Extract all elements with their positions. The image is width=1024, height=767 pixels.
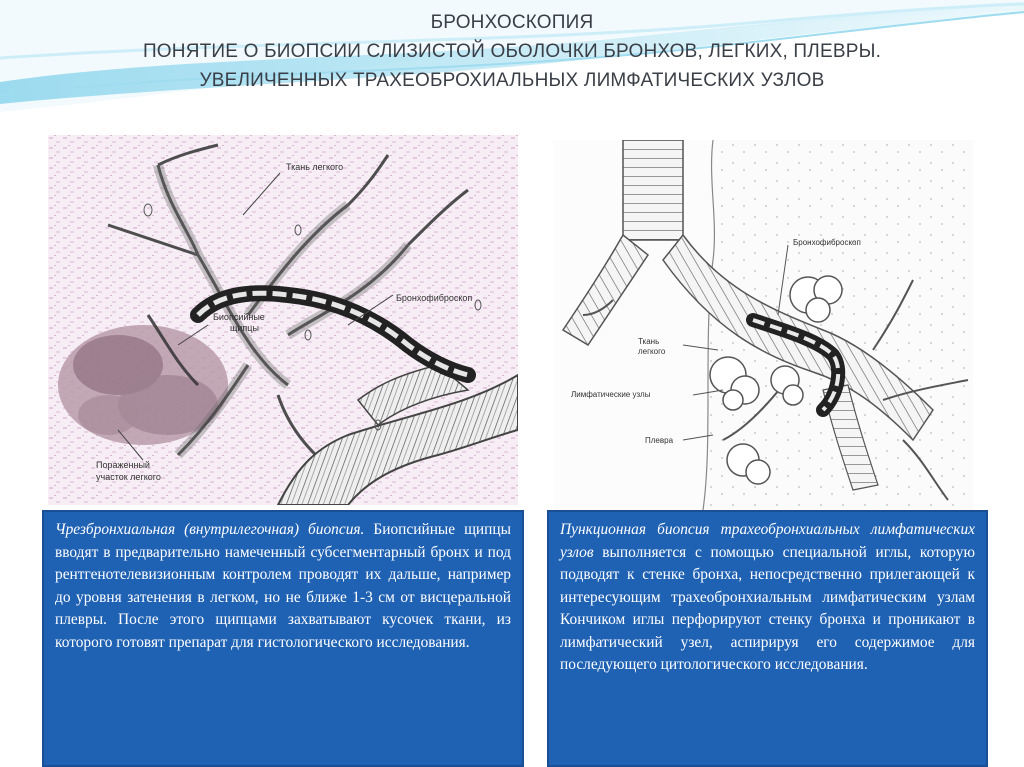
title-line-3: УВЕЛИЧЕННЫХ ТРАХЕОБРОХИАЛЬНЫХ ЛИМФАТИЧЕСКИХ УЗЛОВ xyxy=(199,70,825,91)
right-text-body: выполняется с помощью специальной иглы, которую подводят к стенке бронха, непосредственно прилегающей к интересующим трахеобронхиальным лимфатическим узлам Кончиком иглы перфорируют стенку бронха и проникают в лимфатический узел, аспирируя его содержимое для последующего цитологического исследования. xyxy=(560,543,975,673)
title-line-2: ПОНЯТИЕ О БИОПСИИ СЛИЗИСТОЙ ОБОЛОЧКИ БРОНХОВ, ЛЕГКИХ, ПЛЕВРЫ. xyxy=(142,41,882,62)
label-biopsy-forceps-1: Биопсийные xyxy=(213,312,265,322)
label-bronchofiberscope-left: Бронхофиброскоп xyxy=(396,293,473,303)
lymph-node-puncture-illustration xyxy=(553,140,973,510)
transbronchial-biopsy-description xyxy=(42,510,524,767)
label-affected-area-1: Пораженный xyxy=(96,460,150,470)
label-lung-tissue-right-1: Ткань xyxy=(638,337,660,346)
title-line-1: БРОНХОСКОПИЯ xyxy=(430,12,594,33)
label-biopsy-forceps-2: щипцы xyxy=(230,323,259,333)
left-text-body: Биопсийные щипцы вводят в предварительно намеченный субсегментарный бронх и под рентгенотелевизионным контролем проводят их дальше, например до уровня затенения в легком, но не ближе 1-3 см от висцеральной плевры. После этого щипцами захватывают кусочек ткани, из которого готовят препарат для гистологического исследования. xyxy=(55,521,511,651)
label-lung-tissue: Ткань легкого xyxy=(286,162,344,172)
slide-title xyxy=(0,8,1024,95)
right-text-italic-heading: Пункционная биопсия трахеобронхиальных лимфатических узлов xyxy=(560,521,975,561)
label-affected-area-2: участок легкого xyxy=(96,472,161,482)
label-lung-tissue-right-2: легкого xyxy=(638,347,666,356)
left-text-italic-heading: Чрезбронхиальная (внутрилегочная) биопсия. xyxy=(55,521,365,538)
label-bronchofiberscope-right: Бронхофиброскоп xyxy=(793,238,861,247)
label-lymph-nodes: Лимфатические узлы xyxy=(571,390,651,399)
lymph-node-puncture-description xyxy=(547,510,988,767)
label-pleura: Плевра xyxy=(645,436,674,445)
transbronchial-biopsy-illustration xyxy=(48,135,518,505)
